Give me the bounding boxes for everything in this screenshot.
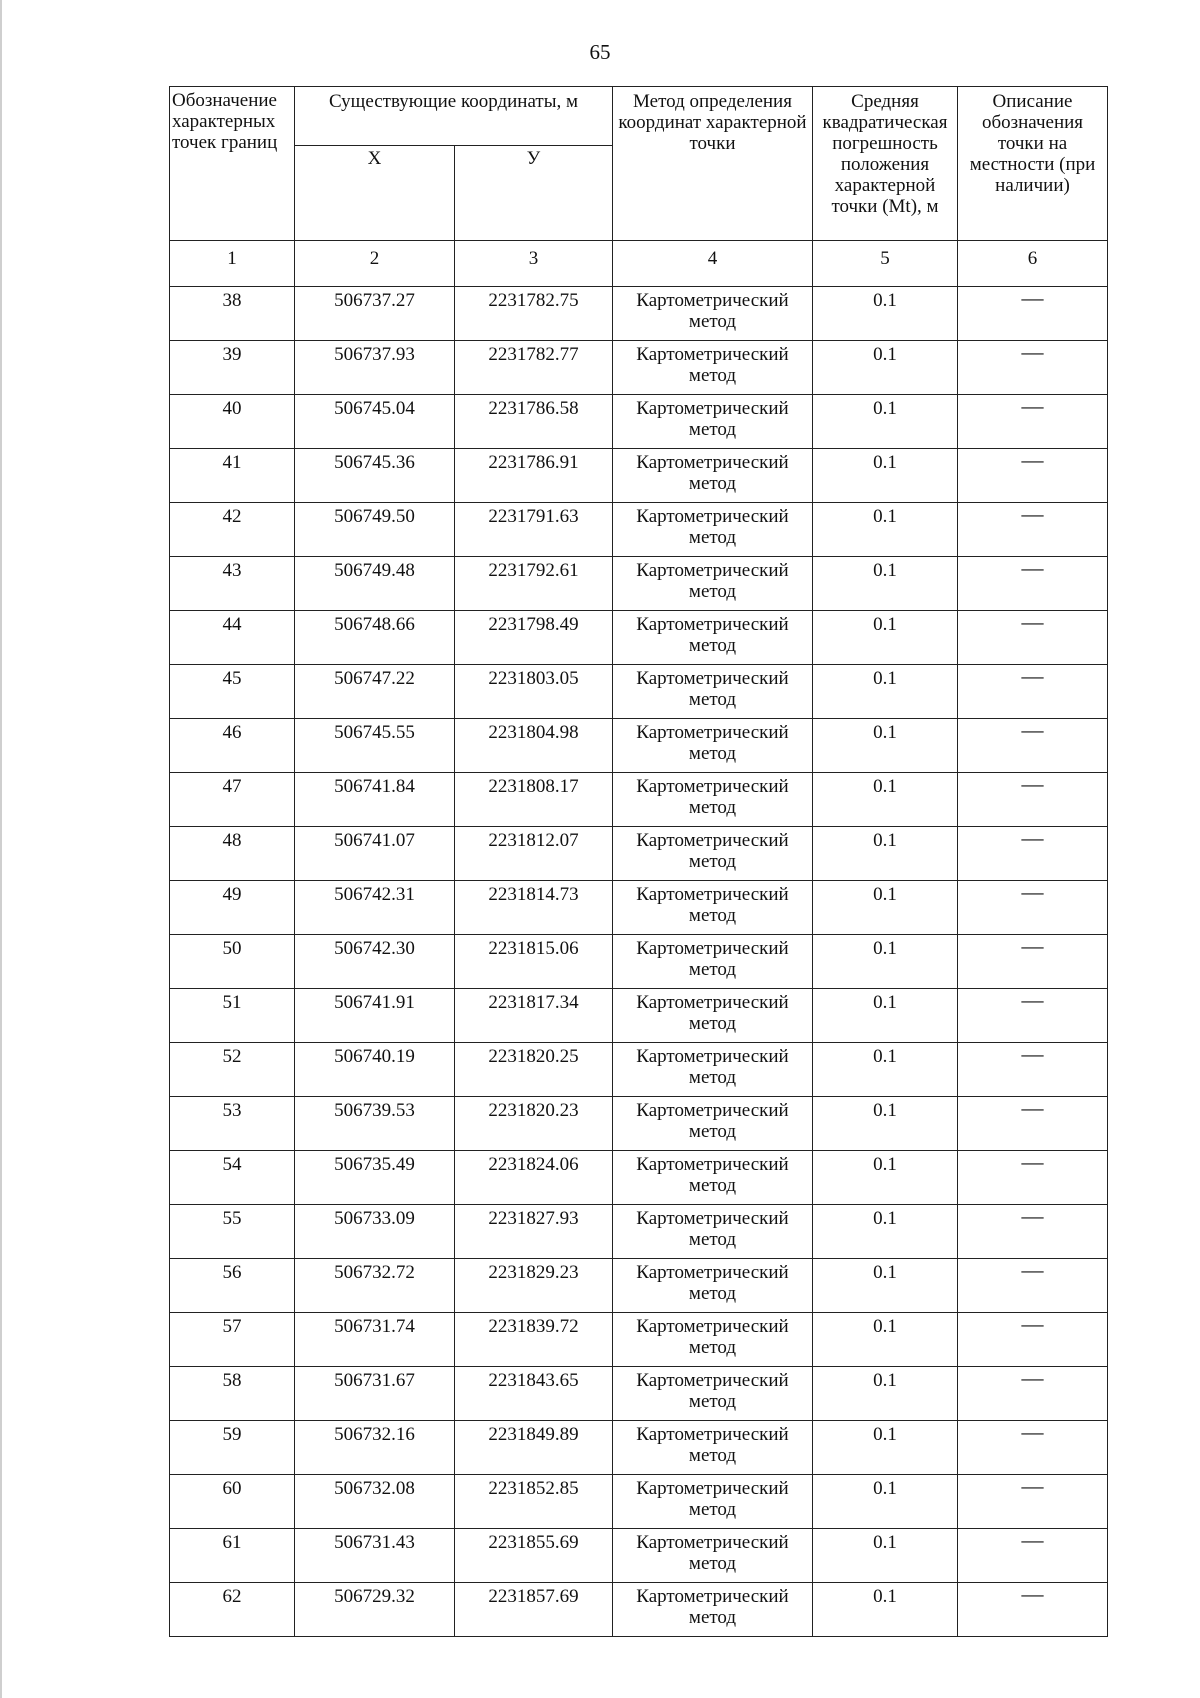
coord-x: 506740.19 (295, 1043, 455, 1097)
description-cell: — (958, 611, 1108, 665)
table-row (170, 395, 1108, 449)
mt-cell: 0.1 (813, 611, 958, 665)
coord-y: 2231782.77 (455, 341, 613, 395)
coord-y: 2231824.06 (455, 1151, 613, 1205)
point-number: 52 (170, 1043, 295, 1097)
table-row (170, 1313, 1108, 1367)
header-error: Средняя квадратическая погрешность положения характерной точки (Mt), м (813, 87, 958, 241)
point-number: 44 (170, 611, 295, 665)
table-row (170, 1097, 1108, 1151)
point-number: 58 (170, 1367, 295, 1421)
description-cell: — (958, 827, 1108, 881)
point-number: 50 (170, 935, 295, 989)
table-row (170, 1421, 1108, 1475)
point-number: 45 (170, 665, 295, 719)
mt-cell: 0.1 (813, 665, 958, 719)
description-cell: — (958, 1043, 1108, 1097)
description-cell: — (958, 1151, 1108, 1205)
coord-y: 2231814.73 (455, 881, 613, 935)
point-number: 60 (170, 1475, 295, 1529)
coord-y: 2231820.25 (455, 1043, 613, 1097)
table-row (170, 935, 1108, 989)
coord-y: 2231815.06 (455, 935, 613, 989)
mt-cell: 0.1 (813, 773, 958, 827)
point-number: 56 (170, 1259, 295, 1313)
mt-cell: 0.1 (813, 1421, 958, 1475)
column-number: 6 (958, 241, 1108, 287)
mt-cell: 0.1 (813, 1367, 958, 1421)
point-number: 57 (170, 1313, 295, 1367)
coord-x: 506745.36 (295, 449, 455, 503)
column-numbers-row (170, 241, 1108, 287)
table-row (170, 989, 1108, 1043)
description-cell: — (958, 1367, 1108, 1421)
page-number: 65 (589, 40, 611, 64)
point-number: 59 (170, 1421, 295, 1475)
coord-x: 506731.74 (295, 1313, 455, 1367)
mt-cell: 0.1 (813, 1583, 958, 1637)
coord-y: 2231829.23 (455, 1259, 613, 1313)
coord-x: 506731.43 (295, 1529, 455, 1583)
table-row (170, 341, 1108, 395)
coord-y: 2231855.69 (455, 1529, 613, 1583)
coord-x: 506742.30 (295, 935, 455, 989)
method-cell: Картометрический метод (613, 989, 813, 1043)
description-cell: — (958, 1583, 1108, 1637)
mt-cell: 0.1 (813, 503, 958, 557)
point-number: 39 (170, 341, 295, 395)
coord-y: 2231808.17 (455, 773, 613, 827)
coord-x: 506737.93 (295, 341, 455, 395)
coord-x: 506732.72 (295, 1259, 455, 1313)
column-number: 2 (295, 241, 455, 287)
coord-y: 2231798.49 (455, 611, 613, 665)
method-cell: Картометрический метод (613, 1475, 813, 1529)
method-cell: Картометрический метод (613, 881, 813, 935)
table-row (170, 1259, 1108, 1313)
coord-x: 506732.08 (295, 1475, 455, 1529)
description-cell: — (958, 557, 1108, 611)
coord-x: 506745.55 (295, 719, 455, 773)
coord-x: 506748.66 (295, 611, 455, 665)
description-cell: — (958, 1421, 1108, 1475)
table-row (170, 1205, 1108, 1259)
description-cell: — (958, 773, 1108, 827)
method-cell: Картометрический метод (613, 1043, 813, 1097)
mt-cell: 0.1 (813, 341, 958, 395)
method-cell: Картометрический метод (613, 719, 813, 773)
mt-cell: 0.1 (813, 287, 958, 341)
header-coords-group: Существующие координаты, м (295, 87, 613, 146)
header-y: У (455, 146, 613, 241)
coord-x: 506745.04 (295, 395, 455, 449)
mt-cell: 0.1 (813, 989, 958, 1043)
header-method: Метод определения координат характерной точки (613, 87, 813, 241)
table-row (170, 773, 1108, 827)
point-number: 53 (170, 1097, 295, 1151)
mt-cell: 0.1 (813, 1259, 958, 1313)
mt-cell: 0.1 (813, 881, 958, 935)
coord-y: 2231792.61 (455, 557, 613, 611)
coord-y: 2231804.98 (455, 719, 613, 773)
point-number: 62 (170, 1583, 295, 1637)
coord-y: 2231786.58 (455, 395, 613, 449)
header-designation: Обозначение характерных точек границ (170, 87, 295, 241)
mt-cell: 0.1 (813, 1529, 958, 1583)
method-cell: Картометрический метод (613, 287, 813, 341)
point-number: 48 (170, 827, 295, 881)
table-row (170, 1583, 1108, 1637)
method-cell: Картометрический метод (613, 1097, 813, 1151)
point-number: 41 (170, 449, 295, 503)
header-row (170, 87, 1108, 146)
method-cell: Картометрический метод (613, 1151, 813, 1205)
mt-cell: 0.1 (813, 1043, 958, 1097)
description-cell: — (958, 1205, 1108, 1259)
method-cell: Картометрический метод (613, 935, 813, 989)
mt-cell: 0.1 (813, 1313, 958, 1367)
method-cell: Картометрический метод (613, 557, 813, 611)
point-number: 54 (170, 1151, 295, 1205)
coord-y: 2231852.85 (455, 1475, 613, 1529)
method-cell: Картометрический метод (613, 1205, 813, 1259)
method-cell: Картометрический метод (613, 1421, 813, 1475)
coord-x: 506749.50 (295, 503, 455, 557)
header-x: Х (295, 146, 455, 241)
mt-cell: 0.1 (813, 1151, 958, 1205)
method-cell: Картометрический метод (613, 1583, 813, 1637)
coord-x: 506735.49 (295, 1151, 455, 1205)
coord-y: 2231843.65 (455, 1367, 613, 1421)
mt-cell: 0.1 (813, 935, 958, 989)
coord-x: 506742.31 (295, 881, 455, 935)
table-row (170, 611, 1108, 665)
description-cell: — (958, 881, 1108, 935)
coord-y: 2231817.34 (455, 989, 613, 1043)
mt-cell: 0.1 (813, 395, 958, 449)
coordinates-table (169, 86, 1108, 1637)
method-cell: Картометрический метод (613, 1313, 813, 1367)
coord-y: 2231791.63 (455, 503, 613, 557)
table-row (170, 881, 1108, 935)
coord-y: 2231820.23 (455, 1097, 613, 1151)
coord-x: 506739.53 (295, 1097, 455, 1151)
table-row (170, 287, 1108, 341)
table-row (170, 827, 1108, 881)
coord-x: 506741.91 (295, 989, 455, 1043)
coord-y: 2231803.05 (455, 665, 613, 719)
description-cell: — (958, 935, 1108, 989)
coord-y: 2231786.91 (455, 449, 613, 503)
column-number: 1 (170, 241, 295, 287)
column-number: 3 (455, 241, 613, 287)
coord-y: 2231857.69 (455, 1583, 613, 1637)
description-cell: — (958, 503, 1108, 557)
page-edge (0, 0, 2, 1698)
method-cell: Картометрический метод (613, 1259, 813, 1313)
coord-x: 506747.22 (295, 665, 455, 719)
table-row (170, 449, 1108, 503)
point-number: 55 (170, 1205, 295, 1259)
mt-cell: 0.1 (813, 449, 958, 503)
point-number: 49 (170, 881, 295, 935)
method-cell: Картометрический метод (613, 1529, 813, 1583)
method-cell: Картометрический метод (613, 1367, 813, 1421)
description-cell: — (958, 449, 1108, 503)
method-cell: Картометрический метод (613, 611, 813, 665)
method-cell: Картометрический метод (613, 665, 813, 719)
coord-x: 506741.07 (295, 827, 455, 881)
description-cell: — (958, 395, 1108, 449)
coord-x: 506741.84 (295, 773, 455, 827)
method-cell: Картометрический метод (613, 395, 813, 449)
method-cell: Картометрический метод (613, 773, 813, 827)
column-number: 4 (613, 241, 813, 287)
description-cell: — (958, 1313, 1108, 1367)
table-row (170, 1151, 1108, 1205)
table-row (170, 503, 1108, 557)
method-cell: Картометрический метод (613, 449, 813, 503)
point-number: 43 (170, 557, 295, 611)
coord-x: 506732.16 (295, 1421, 455, 1475)
table-row (170, 1529, 1108, 1583)
coord-y: 2231827.93 (455, 1205, 613, 1259)
table-row (170, 1367, 1108, 1421)
point-number: 46 (170, 719, 295, 773)
method-cell: Картометрический метод (613, 503, 813, 557)
coord-y: 2231782.75 (455, 287, 613, 341)
description-cell: — (958, 1475, 1108, 1529)
mt-cell: 0.1 (813, 719, 958, 773)
description-cell: — (958, 1259, 1108, 1313)
mt-cell: 0.1 (813, 1475, 958, 1529)
table-row (170, 1475, 1108, 1529)
point-number: 61 (170, 1529, 295, 1583)
description-cell: — (958, 665, 1108, 719)
table-row (170, 1043, 1108, 1097)
point-number: 47 (170, 773, 295, 827)
point-number: 38 (170, 287, 295, 341)
table-row (170, 665, 1108, 719)
description-cell: — (958, 1529, 1108, 1583)
method-cell: Картометрический метод (613, 341, 813, 395)
coord-x: 506731.67 (295, 1367, 455, 1421)
coord-y: 2231839.72 (455, 1313, 613, 1367)
column-number: 5 (813, 241, 958, 287)
coord-x: 506737.27 (295, 287, 455, 341)
point-number: 42 (170, 503, 295, 557)
coord-y: 2231812.07 (455, 827, 613, 881)
description-cell: — (958, 719, 1108, 773)
header-description: Описание обозначения точки на местности (при наличии) (958, 87, 1108, 241)
mt-cell: 0.1 (813, 827, 958, 881)
method-cell: Картометрический метод (613, 827, 813, 881)
mt-cell: 0.1 (813, 557, 958, 611)
mt-cell: 0.1 (813, 1205, 958, 1259)
description-cell: — (958, 341, 1108, 395)
point-number: 51 (170, 989, 295, 1043)
description-cell: — (958, 287, 1108, 341)
coord-y: 2231849.89 (455, 1421, 613, 1475)
mt-cell: 0.1 (813, 1097, 958, 1151)
point-number: 40 (170, 395, 295, 449)
description-cell: — (958, 989, 1108, 1043)
coord-x: 506733.09 (295, 1205, 455, 1259)
table-row (170, 719, 1108, 773)
coord-x: 506729.32 (295, 1583, 455, 1637)
table-row (170, 557, 1108, 611)
description-cell: — (958, 1097, 1108, 1151)
coord-x: 506749.48 (295, 557, 455, 611)
